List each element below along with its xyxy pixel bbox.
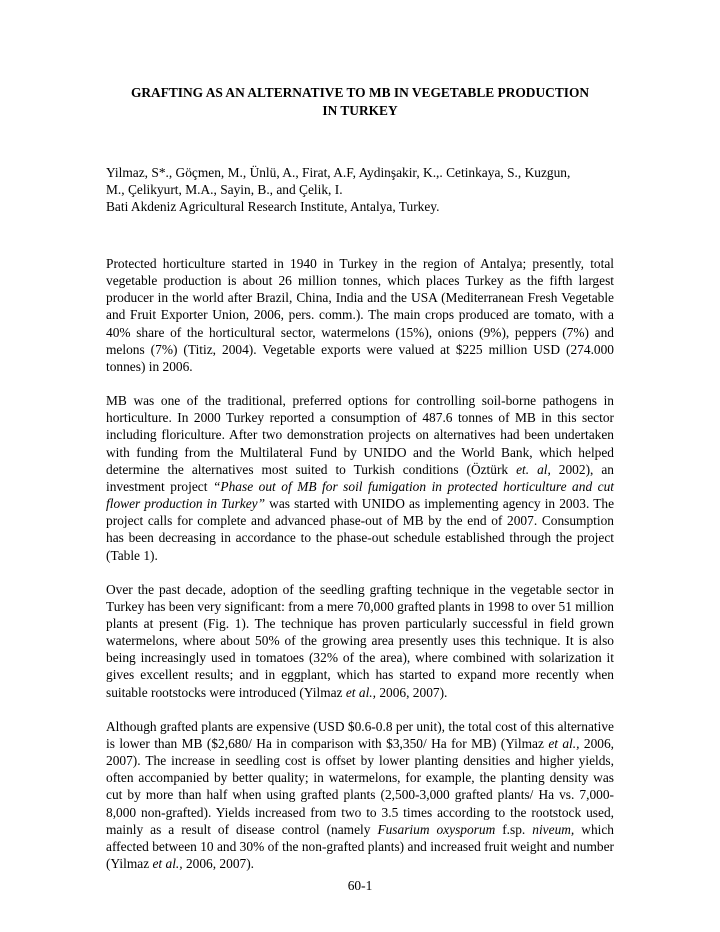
- paragraph-4: [106, 718, 614, 872]
- p4-italic-b: et al.,: [548, 735, 580, 751]
- author-line-1: Yilmaz, S*., Göçmen, M., Ünlü, A., Firat, A.F, Aydinşakir, K.,. Cetinkaya, S., Kuzgun,: [106, 165, 571, 180]
- affiliation: Bati Akdeniz Agricultural Research Institute, Antalya, Turkey.: [106, 199, 440, 214]
- page-number: 60-1: [347, 878, 373, 893]
- p2-text-a: MB was one of the traditional, preferred options for controlling soil-borne pathogens in horticulture. In 2000 Turkey reported a consumption of 487.6 tonnes of MB in this sector including floriculture. After two demonstration projects on alternatives had been undertaken with funding from the Multilateral Fund by UNIDO and the World Bank, which helped determine the alternatives most suited to Turkish conditions (Öztürk: [106, 393, 614, 477]
- p3-text-c: 2006, 2007).: [375, 684, 448, 700]
- p3-text-a: Over the past decade, adoption of the seedling grafting technique in the vegetable sector in Turkey has been very significant: from a mere 70,000 grafted plants in 1998 to over 51 million plants at present (Fig. 1). The technique has proven particularly successful in field grown watermelons, where about 50% of the growing area presently uses this technique. It is also being increasingly used in tomatoes (32% of the area), where combined with solarization it gives excellent results; and in eggplant, which has started to expand more recently when suitable rootstocks were introduced (Yilmaz: [106, 581, 614, 700]
- p4-italic-h: et al.,: [152, 856, 183, 871]
- paper-title: [106, 84, 614, 120]
- p4-text-g: which affected between 10 and 30% of the non-grafted plants) and increased fruit weight and number (Yilmaz: [106, 821, 614, 871]
- page-content: [106, 84, 614, 889]
- paragraph-3: [106, 581, 614, 701]
- p2-italic-b: et. al: [516, 461, 548, 477]
- title-line-1: GRAFTING AS AN ALTERNATIVE TO MB IN VEGETABLE PRODUCTION: [130, 85, 590, 100]
- p4-text-e: f.sp.: [495, 821, 533, 837]
- p3-italic-b: et al.,: [345, 684, 376, 700]
- p2-text-e: was started with UNIDO as implementing agency in 2003. The project calls for complete and advanced phase-out of MB by the end of 2007. Consumption has been decreasing in accordance to the phase-out schedule established through the project (Table 1).: [106, 496, 615, 563]
- body-text: [106, 255, 614, 872]
- author-line-2: M., Çelikyurt, M.A., Sayin, B., and Çelik, I.: [106, 182, 343, 197]
- p4-text-a: Although grafted plants are expensive (USD $0.6-0.8 per unit), the total cost of this alternative is lower than MB ($2,680/ Ha in comparison with $3,350/ Ha for MB) (Yilmaz: [106, 718, 614, 751]
- author-block: [106, 164, 614, 215]
- paragraph-1: Protected horticulture started in 1940 in Turkey in the region of Antalya; presently, total vegetable production is about 26 million tonnes, which places Turkey as the fifth largest producer in the world after Brazil, China, India and the USA (Mediterranean Fresh Vegetable and Fruit Exporter Union, 2006, pers. comm.). The main crops produced are tomato, with a 40% share of the horticultural sector, watermelons (15%), onions (9%), peppers (7%) and melons (7%) (Titiz, 2004). Vegetable exports were valued at $225 million USD (274.000 tonnes) in 2006.: [106, 256, 614, 374]
- p4-species-name: Fusarium oxysporum: [377, 821, 496, 837]
- p4-text-c: 2006, 2007). The increase in seedling cost is offset by lower planting densities and higher yields, often accompanied by better quality; in watermelons, for example, the planting density was cut by more than half when using grafted plants (2,500-3,000 grafted plants/ Ha vs. 7,000-8,000 non-grafted). Yields increased from two to 3.5 times according to the rootstock used, mainly as a result of disease control (namely: [106, 735, 615, 837]
- title-line-2: IN TURKEY: [322, 103, 398, 118]
- p2-project-title: “Phase out of MB for soil fumigation in protected horticulture and cut flower production in Turkey”: [106, 478, 615, 512]
- paragraph-2: [106, 392, 614, 564]
- p2-text-c: , 2002), an investment project: [106, 461, 614, 494]
- p4-forma-name: niveum,: [532, 821, 575, 837]
- p4-text-i: 2006, 2007).: [182, 856, 255, 871]
